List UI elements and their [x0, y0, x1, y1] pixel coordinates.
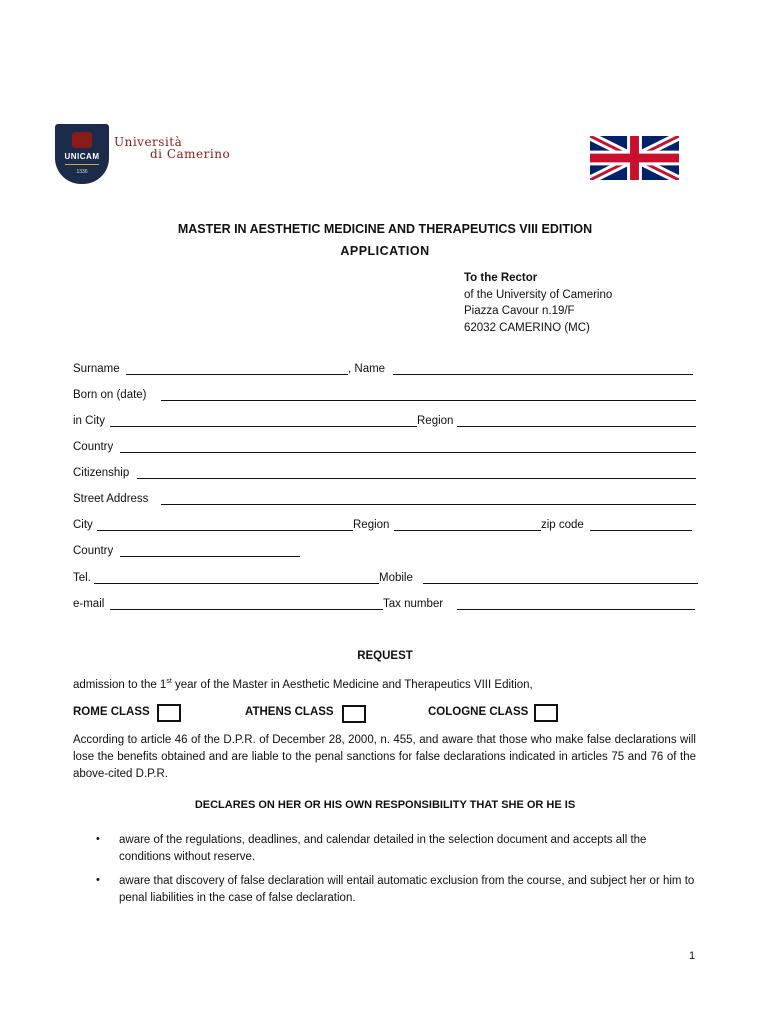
surname-field[interactable] [126, 362, 348, 375]
university-logo [55, 124, 109, 184]
legal-paragraph: According to article 46 of the D.P.R. of December 28, 2000, n. 455, and aware that those who make false declarations will lose the benefits obtained and are liable to the penal sanctions for false declarations indicated in articles 75 and 76 of the above-cited D.P.R. [73, 734, 696, 780]
request-text-start: admission to the 1 [73, 678, 167, 691]
logo-divider [65, 164, 99, 165]
athens-class-label: ATHENS CLASS [245, 706, 334, 718]
country2-label: Country [73, 545, 114, 557]
request-text-end: year of the Master in Aesthetic Medicine and Therapeutics VIII Edition, [171, 678, 533, 691]
bullet-icon: • [96, 874, 100, 886]
rome-class-checkbox[interactable] [157, 704, 181, 722]
in-city-field[interactable] [110, 414, 417, 427]
logo-year: 1336 [76, 169, 88, 175]
recipient-address [464, 270, 612, 336]
region-field[interactable] [457, 414, 696, 427]
city-region-zip-row [73, 518, 698, 534]
city-field[interactable] [97, 518, 353, 531]
city-region-row [73, 414, 698, 430]
street-field[interactable] [161, 492, 696, 505]
country2-row [73, 544, 698, 560]
surname-label: Surname [73, 363, 120, 375]
recipient-line2: of the University of Camerino [464, 288, 613, 301]
athens-class-checkbox[interactable] [342, 705, 366, 723]
cologne-class-checkbox[interactable] [534, 704, 558, 722]
wordmark-line2: di Camerino [150, 147, 231, 161]
tel-field[interactable] [94, 571, 379, 584]
street-row [73, 492, 698, 508]
email-label: e-mail [73, 598, 105, 610]
crest-icon [72, 132, 92, 148]
declaration-item-2: aware that discovery of false declaration will entail automatic exclusion from the course, and subject her or him to penal liabilities in the case of false declaration. [119, 875, 695, 904]
tax-label: Tax number [383, 598, 444, 610]
country-label: Country [73, 441, 114, 453]
citizenship-row [73, 466, 698, 482]
bullet-icon: • [96, 833, 100, 845]
street-label: Street Address [73, 493, 149, 505]
request-heading: REQUEST [357, 650, 413, 662]
page-number: 1 [689, 950, 696, 962]
request-superscript: st [166, 678, 172, 685]
mobile-field[interactable] [423, 571, 698, 584]
surname-name-row [73, 362, 698, 378]
zip-label: zip code [541, 519, 584, 531]
document-subtitle: APPLICATION [340, 244, 430, 258]
logo-abbreviation: UNICAM [64, 152, 100, 161]
tax-field[interactable] [457, 597, 695, 610]
in-city-label: in City [73, 415, 105, 427]
city-label: City [73, 519, 93, 531]
declaration-item-1: aware of the regulations, deadlines, and calendar detailed in the selection document and accepts all the conditions without reserve. [119, 834, 647, 863]
region2-label: Region [353, 519, 390, 531]
country-row [73, 440, 698, 456]
uk-flag-icon [590, 136, 679, 180]
declares-heading: DECLARES ON HER OR HIS OWN RESPONSIBILITY THAT SHE OR HE IS [194, 799, 576, 811]
rome-class-label: ROME CLASS [73, 706, 150, 718]
email-tax-row [73, 597, 698, 613]
country2-field[interactable] [120, 544, 300, 557]
name-label: , Name [348, 363, 386, 375]
recipient-line4: 62032 CAMERINO (MC) [464, 321, 590, 334]
cologne-class-label: COLOGNE CLASS [428, 706, 529, 718]
document-title: MASTER IN AESTHETIC MEDICINE AND THERAPEUTICS VIII EDITION [177, 222, 593, 236]
wordmark-line1: Università [114, 135, 183, 149]
university-wordmark [114, 136, 230, 160]
recipient-line1: To the Rector [464, 272, 538, 284]
region2-field[interactable] [394, 518, 541, 531]
recipient-line3: Piazza Cavour n.19/F [464, 305, 575, 317]
citizenship-label: Citizenship [73, 467, 130, 479]
region-label: Region [417, 415, 454, 427]
born-label: Born on (date) [73, 389, 147, 401]
born-date-field[interactable] [161, 388, 696, 401]
name-field[interactable] [393, 362, 693, 375]
country-field[interactable] [120, 440, 696, 453]
tel-mobile-row [73, 571, 700, 587]
born-row [73, 388, 698, 404]
mobile-label: Mobile [379, 572, 413, 584]
citizenship-field[interactable] [137, 466, 696, 479]
zip-field[interactable] [590, 518, 692, 531]
tel-label: Tel. [73, 572, 91, 584]
request-text [73, 678, 533, 691]
email-field[interactable] [110, 597, 383, 610]
